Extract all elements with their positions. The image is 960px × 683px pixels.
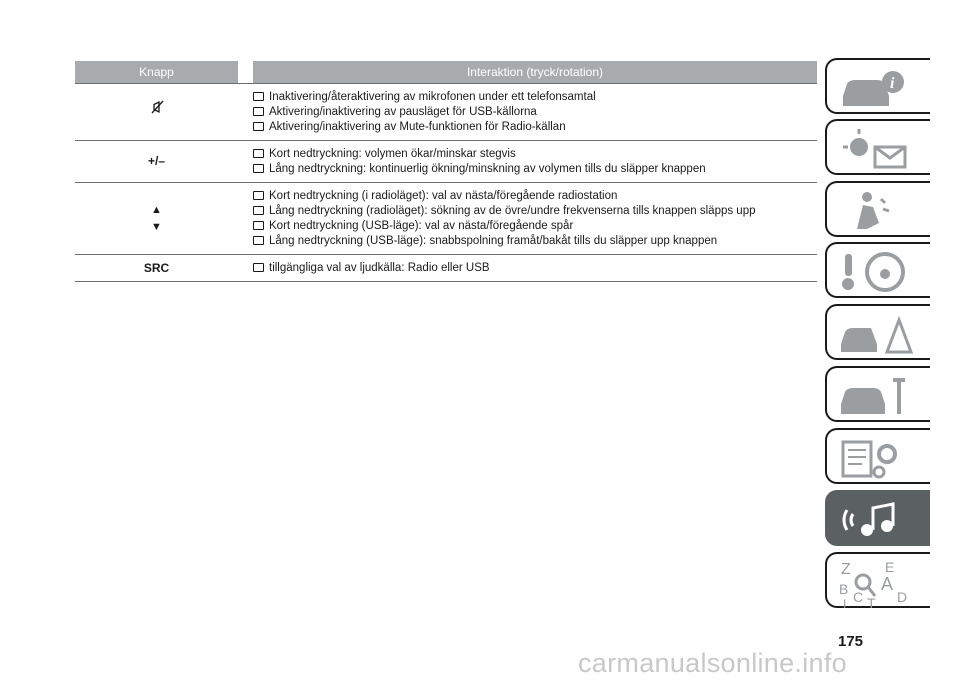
down-arrow-icon: ▼ [151, 221, 162, 233]
interaction-cell [238, 255, 817, 281]
checkbox-bullet-icon [253, 164, 264, 173]
list-item: Inaktivering/återaktivering av mikrofonen under ett telefonsamtal [253, 90, 817, 105]
controls-table [75, 61, 817, 282]
svg-text:E: E [885, 560, 895, 575]
key-cell: SRC [143, 261, 170, 275]
header-key: Knapp [75, 61, 238, 83]
interaction-cell [238, 84, 817, 140]
list-item: Lång nedtryckning (USB-läge): snabbspolning framåt/bakåt tills du släpper upp knappen [253, 234, 817, 249]
key-steering-wheel-icon[interactable] [825, 242, 930, 298]
watermark: carmanualsonline.info [578, 648, 847, 678]
list-item: Kort nedtryckning: volymen ökar/minskar stegvis [253, 147, 817, 162]
interaction-cell [238, 141, 817, 182]
table-header [75, 61, 817, 83]
svg-text:D: D [897, 589, 908, 605]
car-maintenance-wrench-icon[interactable] [825, 366, 930, 422]
svg-text:T: T [867, 595, 876, 608]
checkbox-bullet-icon [253, 92, 264, 101]
checkbox-bullet-icon [253, 149, 264, 158]
checkbox-bullet-icon [253, 122, 264, 131]
list-item: tillgängliga val av ljudkälla: Radio eller USB [253, 261, 817, 276]
list-item: Aktivering/inaktivering av pausläget för USB-källorna [253, 105, 817, 120]
header-interaction: Interaktion (tryck/rotation) [253, 61, 817, 83]
key-cell: +/– [147, 154, 165, 168]
checkbox-bullet-icon [253, 191, 264, 200]
key-cell [75, 84, 238, 140]
up-arrow-icon: ▲ [151, 204, 162, 216]
page-number: 175 [838, 633, 864, 650]
car-breakdown-warning-triangle-icon[interactable] [825, 304, 930, 360]
alphabetical-index-search-icon[interactable] [825, 552, 930, 608]
interaction-cell [238, 183, 817, 254]
svg-text:Z: Z [841, 561, 851, 578]
checkbox-bullet-icon [253, 236, 264, 245]
mute-icon [150, 100, 164, 114]
list-item: Lång nedtryckning: kontinuerlig ökning/minskning av volymen tills du släpper knappen [253, 162, 817, 177]
checkbox-bullet-icon [253, 107, 264, 116]
warning-lights-message-icon[interactable] [825, 119, 930, 175]
list-item: Lång nedtryckning (radioläget): sökning av de övre/undre frekvenserna tills knappen släpps upp [253, 204, 817, 219]
specifications-gears-icon[interactable] [825, 428, 930, 484]
svg-text:C: C [853, 589, 864, 605]
svg-text:A: A [881, 574, 894, 594]
table-row [75, 183, 817, 255]
table-row [75, 83, 817, 141]
multimedia-music-icon[interactable] [825, 490, 930, 546]
car-info-icon[interactable] [825, 58, 930, 114]
list-item: Kort nedtryckning (i radioläget): val av nästa/föregående radiostation [253, 189, 817, 204]
list-item: Aktivering/inaktivering av Mute-funktionen för Radio-källan [253, 120, 817, 135]
checkbox-bullet-icon [253, 263, 264, 272]
svg-text:B: B [839, 581, 849, 597]
svg-text:I: I [843, 597, 847, 608]
list-item: Kort nedtryckning (USB-läge): val av nästa/föregående spår [253, 219, 817, 234]
table-row [75, 141, 817, 183]
table-row [75, 255, 817, 282]
svg-text:i: i [890, 75, 895, 92]
checkbox-bullet-icon [253, 221, 264, 230]
seat-airbag-icon[interactable] [825, 181, 930, 237]
checkbox-bullet-icon [253, 206, 264, 215]
key-cell [75, 183, 238, 254]
